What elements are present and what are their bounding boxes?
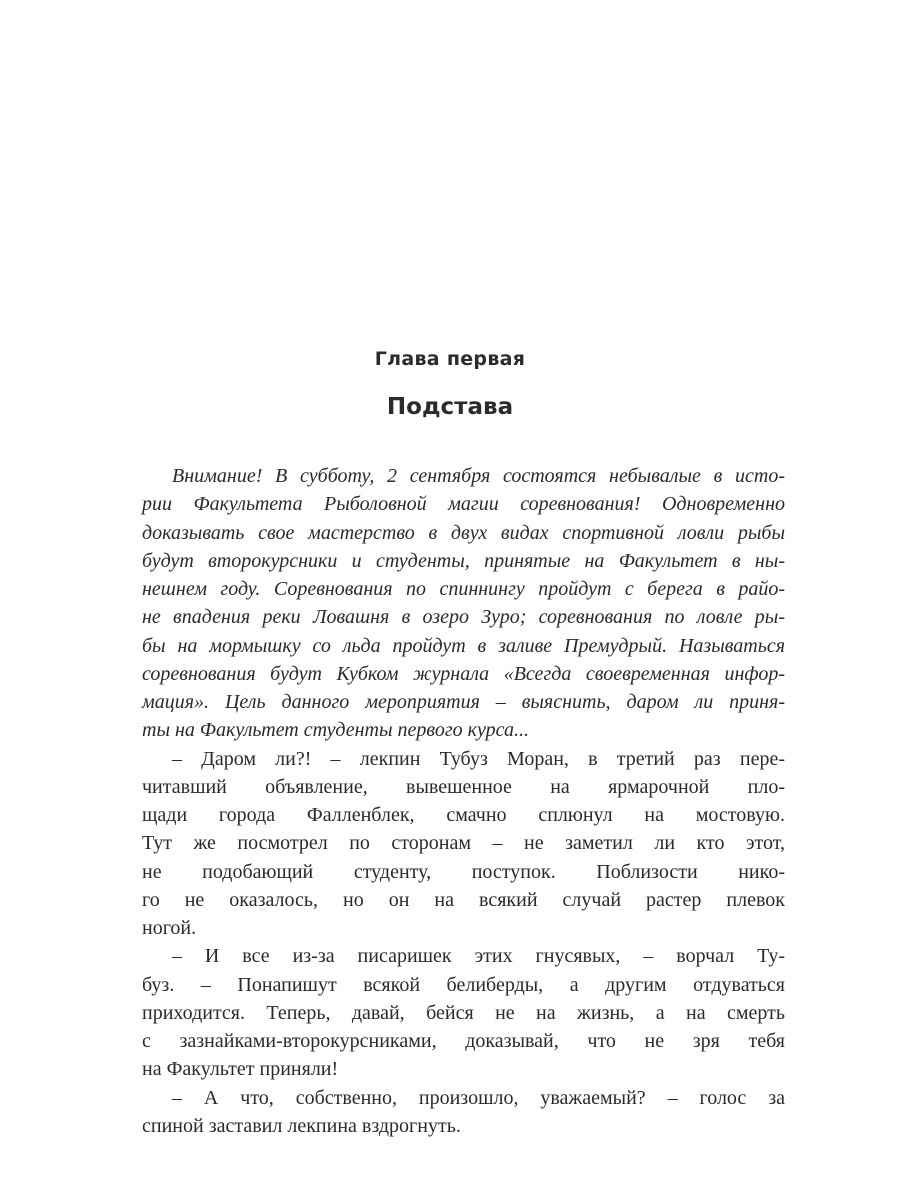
text-line: читавший объявление, вывешенное на ярмарочной пло- — [142, 775, 785, 798]
text-line: буз. – Понапишут всякой белиберды, а другим отдуваться — [142, 973, 785, 996]
text-line: приходится. Теперь, давай, бейся не на жизнь, а на смерть — [142, 1001, 785, 1024]
chapter-body — [142, 462, 785, 1140]
text-line: нешнем году. Соревнования по спиннингу пройдут с берега в райо- — [142, 578, 785, 600]
paragraph — [142, 1084, 785, 1141]
text-line: не подобающий студенту, поступок. Поблизости нико- — [142, 860, 785, 883]
text-line: ты на Факультет студенты первого курса... — [142, 719, 529, 742]
paragraph — [142, 942, 785, 1083]
text-line: соревнования будут Кубком журнала «Всегда своевременная инфор- — [142, 662, 785, 685]
text-line: с зазнайками-второкурсниками, доказывай, что не зря тебя — [142, 1030, 785, 1052]
chapter-title: Подстава — [386, 394, 514, 420]
text-line: ногой. — [142, 917, 197, 939]
text-line: будут второкурсники и студенты, принятые на Факультет в ны- — [142, 549, 785, 572]
text-line: – И все из-за писаришек этих гнусявых, – ворчал Ту- — [172, 945, 785, 968]
announcement-paragraph — [142, 462, 785, 745]
paragraph — [142, 745, 785, 943]
text-line: мация». Цель данного мероприятия – выяснить, даром ли приня- — [142, 691, 785, 713]
text-line: – Даром ли?! – лекпин Тубуз Моран, в третий раз пере- — [172, 747, 785, 770]
text-line: доказывать свое мастерство в двух видах спортивной ловли рыбы — [142, 521, 785, 544]
text-line: бы на мормышку со льда пройдут в заливе Премудрый. Называться — [142, 634, 785, 657]
text-line: го не оказалось, но он на всякий случай растер плевок — [142, 888, 785, 911]
text-line: не впадения реки Ловашня в озеро Зуро; соревнования по ловле ры- — [142, 606, 785, 629]
text-line: Внимание! В субботу, 2 сентября состоятся небывалые в исто- — [172, 465, 785, 487]
text-line: рии Факультета Рыболовной магии соревнования! Одновременно — [142, 493, 785, 516]
text-line: спиной заставил лекпина вздрогнуть. — [142, 1114, 461, 1137]
text-line: щади города Фалленблек, смачно сплюнул на мостовую. — [142, 804, 785, 826]
chapter-number: Глава первая — [374, 348, 526, 370]
text-line: на Факультет приняли! — [142, 1058, 339, 1081]
text-line: Тут же посмотрел по сторонам – не заметил ли кто этот, — [142, 832, 785, 855]
text-line: – А что, собственно, произошло, уважаемый? – голос за — [172, 1086, 785, 1109]
